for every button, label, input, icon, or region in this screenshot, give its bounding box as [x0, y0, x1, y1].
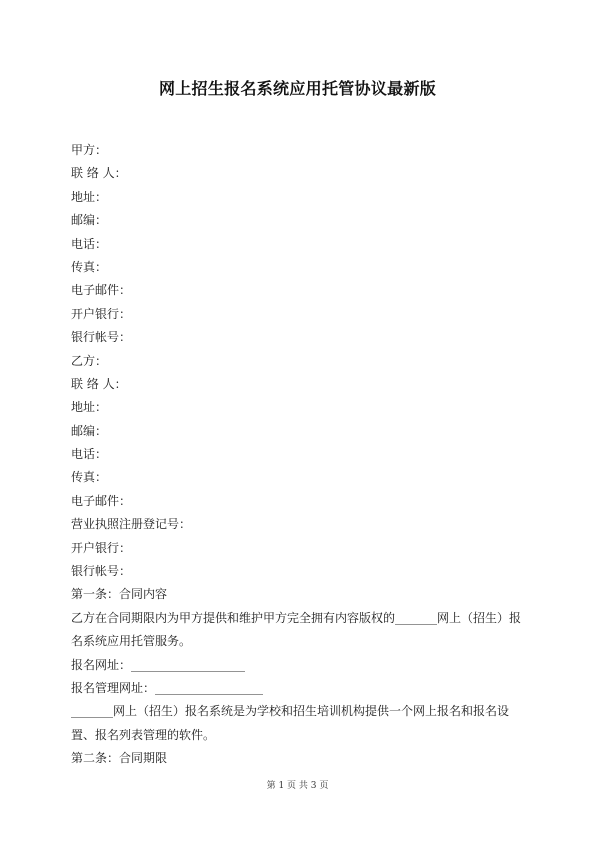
- party-b-label: 乙方：: [71, 353, 108, 368]
- party-a-contact-label: 联 络 人：: [71, 166, 127, 181]
- party-a-bank-label: 开户银行：: [71, 306, 132, 321]
- section-2-heading: 第二条：合同期限: [71, 751, 168, 766]
- party-b-license-label: 营业执照注册登记号：: [71, 517, 192, 532]
- party-a-postcode-label: 邮编：: [71, 213, 108, 228]
- section-1-paragraph: 乙方在合同期限内为甲方提供和维护甲方完全拥有内容版权的_______网上（招生）报名系统应用托管服务。: [71, 610, 522, 649]
- party-b-email-label: 电子邮件：: [71, 493, 132, 508]
- party-b-bank-label: 开户银行：: [71, 540, 132, 555]
- party-a-phone-label: 电话：: [71, 236, 108, 251]
- party-a-fax-label: 传真：: [71, 259, 108, 274]
- signup-url-line: 报名网址：___________________: [71, 657, 246, 672]
- party-a-email-label: 电子邮件：: [71, 283, 132, 298]
- admin-url-line: 报名管理网址：__________________: [71, 681, 264, 696]
- party-a-label: 甲方：: [71, 143, 108, 157]
- party-b-postcode-label: 邮编：: [71, 423, 108, 438]
- party-a-address-label: 地址：: [71, 189, 108, 204]
- section-1-heading: 第一条：合同内容: [71, 587, 168, 602]
- document-body: [71, 139, 531, 771]
- party-b-fax-label: 传真：: [71, 470, 108, 485]
- party-b-contact-label: 联 络 人：: [71, 376, 127, 391]
- page-footer: 第 1 页 共 3 页: [266, 781, 329, 791]
- system-description-paragraph: _______网上（招生）报名系统是为学校和招生培训机构提供一个网上报名和报名设置、报名列表管理的软件。: [71, 704, 510, 742]
- party-b-account-label: 银行帐号：: [71, 564, 132, 579]
- party-b-phone-label: 电话：: [71, 447, 108, 462]
- party-a-account-label: 银行帐号：: [71, 330, 132, 345]
- party-b-address-label: 地址：: [71, 400, 108, 415]
- page-title: 网上招生报名系统应用托管协议最新版: [158, 79, 437, 98]
